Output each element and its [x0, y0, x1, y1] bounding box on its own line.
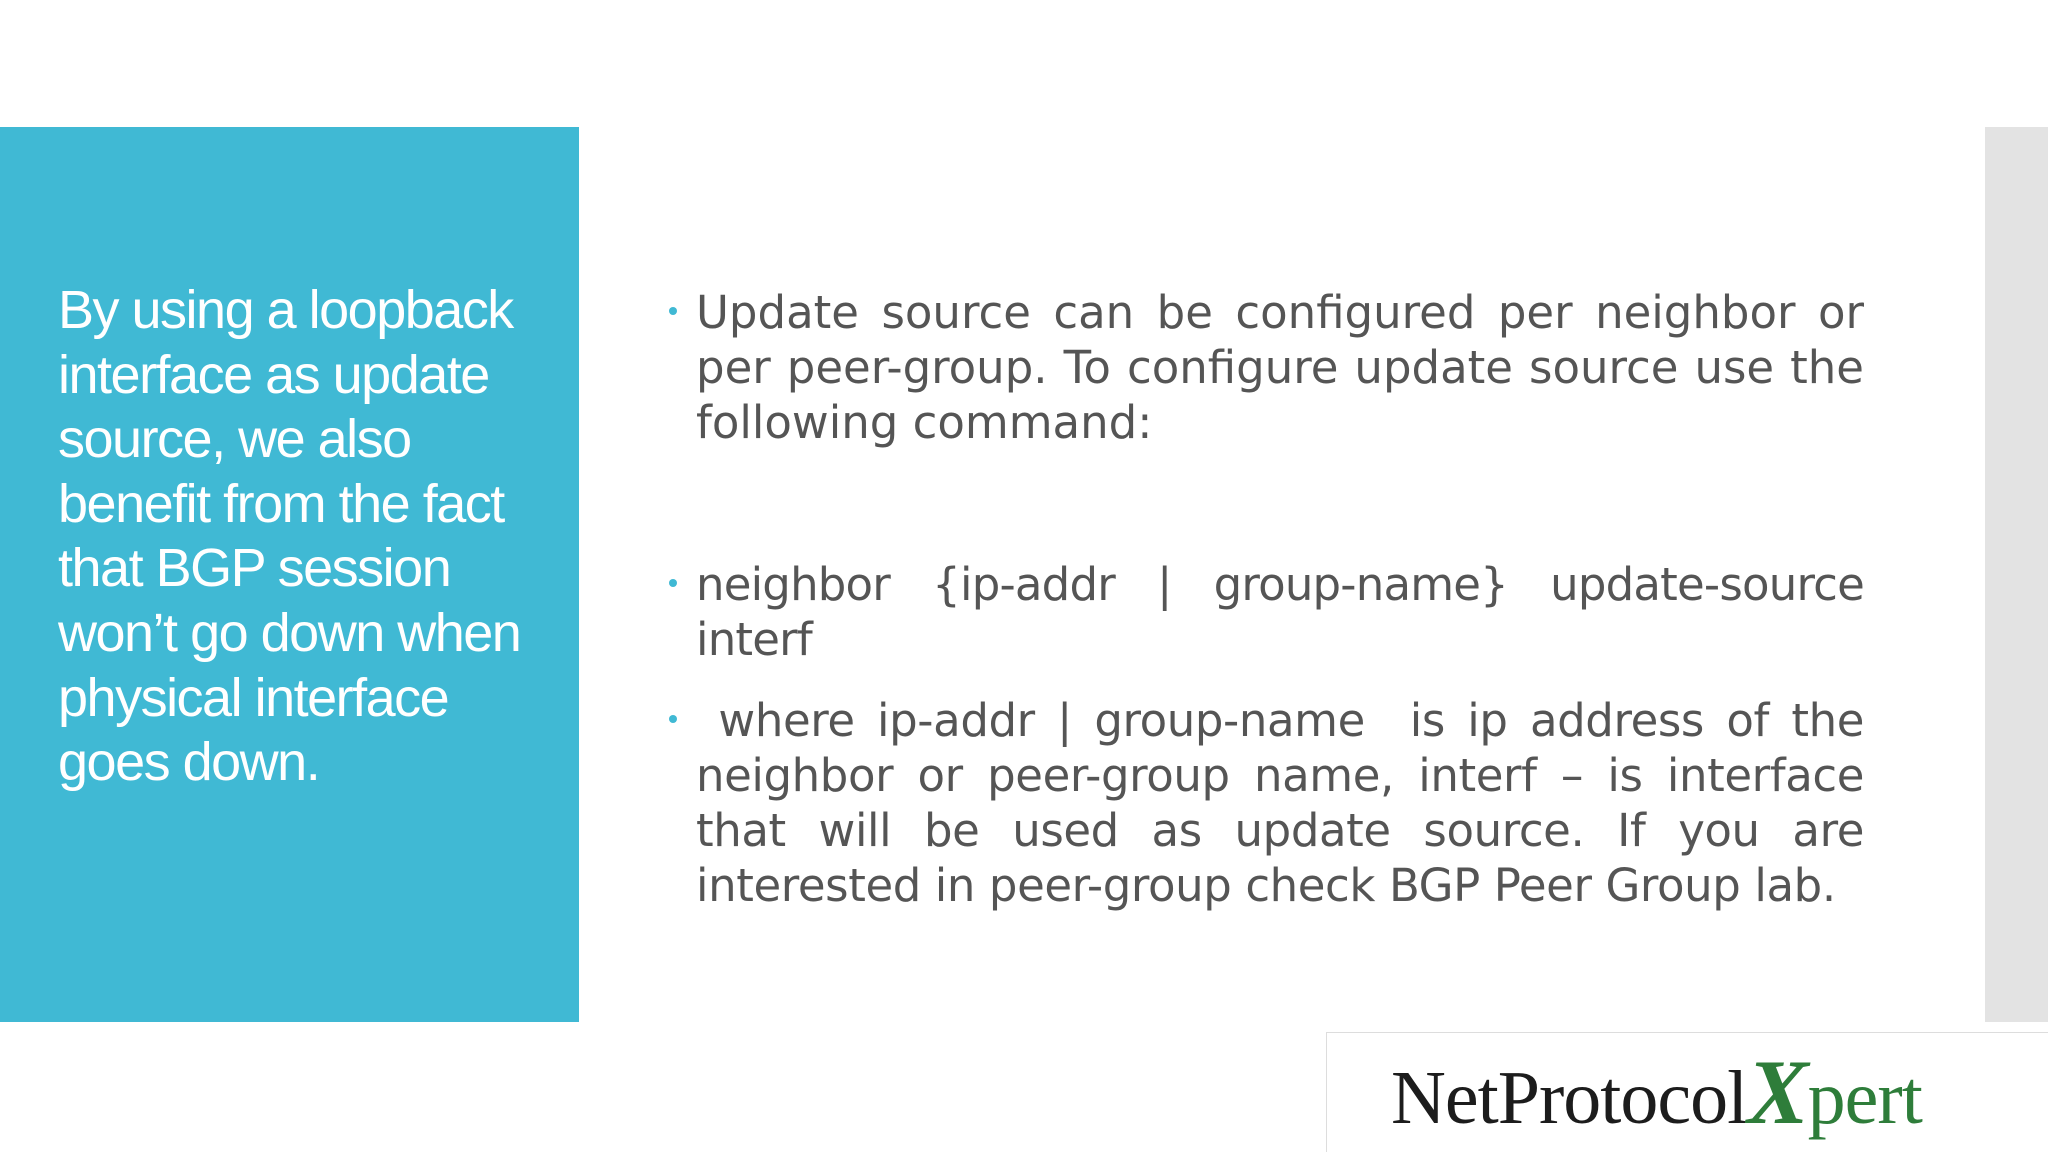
bullet-item [664, 557, 1864, 667]
logo-wordmark [1391, 1041, 1922, 1143]
bullet-dot-icon [669, 579, 677, 587]
logo-part-pert: pert [1807, 1056, 1922, 1140]
logo [1326, 1032, 2048, 1152]
bullet-dot-icon [669, 715, 677, 723]
logo-part-x: X [1747, 1041, 1808, 1143]
bullet-text: neighbor {ip-addr | group-name} update-source interf [696, 558, 1864, 666]
slide-body [664, 285, 1878, 913]
bullet-text: Update source can be configured per neighbor or per peer-group. To configure update source use the following command: [696, 286, 1864, 449]
slide-title: By using a loopback interface as update source, we also benefit from the fact that BGP session won’t go down when physical interface goes down. [58, 280, 521, 793]
bullet-item [664, 693, 1878, 913]
right-edge-strip [1985, 127, 2048, 1022]
logo-part-netprotocol: NetProtocol [1391, 1056, 1748, 1140]
bullet-item [664, 285, 1864, 450]
bullet-text: where ip-addr | group-name is ip address of the neighbor or peer-group name, interf – is interface that will be used as update source. If you are interested in peer-group check BGP Peer Group lab. [696, 694, 1878, 912]
bullet-dot-icon [669, 307, 677, 315]
